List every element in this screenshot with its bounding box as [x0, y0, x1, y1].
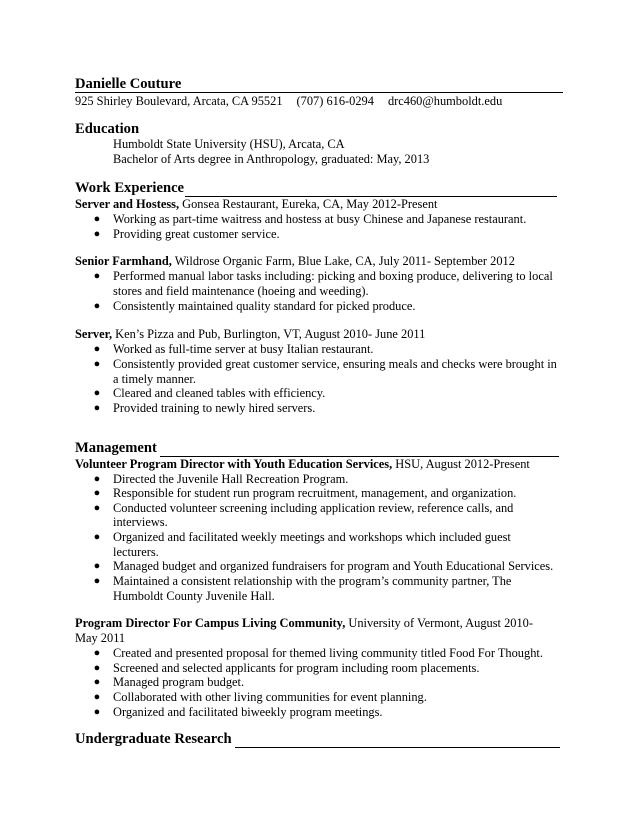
- job-1-detail: Gonsea Restaurant, Eureka, CA, May 2012-Present: [179, 197, 438, 211]
- mgmt-2-bullet-3: Managed program budget.: [113, 675, 245, 689]
- bullet-icon: ●: [93, 300, 101, 312]
- education-heading-text: Education: [75, 121, 140, 137]
- education-heading: [75, 121, 563, 138]
- mgmt-2-bullet-4: Collaborated with other living communities for event planning.: [113, 690, 427, 704]
- job-3-bullet-3: Cleared and cleaned tables with efficiency.: [113, 386, 326, 400]
- education-degree: Bachelor of Arts degree in Anthropology, graduated: May, 2013: [113, 152, 430, 166]
- job-1-bullet-1: Working as part-time waitress and hostess at busy Chinese and Japanese restaurant.: [113, 212, 527, 226]
- job-2-bullet-2: Consistently maintained quality standard for picked produce.: [113, 299, 416, 313]
- job-3-bullet-1: Worked as full-time server at busy Italian restaurant.: [113, 342, 374, 356]
- mgmt-2-bullet-5: Organized and facilitated biweekly program meetings.: [113, 705, 383, 719]
- job-1-bullet-2: Providing great customer service.: [113, 227, 280, 241]
- mgmt-1-bullet-4: Organized and facilitated weekly meetings and workshops which included guest: [113, 530, 511, 544]
- job-2-detail: Wildrose Organic Farm, Blue Lake, CA, July 2011- September 2012: [171, 254, 515, 268]
- mgmt-1-bullet-2: Responsible for student run program recruitment, management, and organization.: [113, 486, 517, 500]
- bullet-icon: ●: [93, 473, 101, 485]
- work-heading-text: Work Experience: [75, 180, 185, 196]
- bullet-icon: ●: [93, 560, 101, 572]
- education-school: Humboldt State University (HSU), Arcata, CA: [113, 137, 345, 151]
- mgmt-2-header-cont: May 2011: [75, 631, 126, 645]
- mgmt-1-role: Volunteer Program Director with Youth Education Services,: [75, 457, 393, 471]
- bullet-icon: ●: [93, 662, 101, 674]
- bullet-icon: ●: [93, 270, 101, 282]
- management-heading: [75, 440, 563, 457]
- job-3-detail: Ken’s Pizza and Pub, Burlington, VT, August 2010- June 2011: [112, 327, 426, 341]
- bullet-icon: ●: [93, 647, 101, 659]
- bullet-icon: ●: [93, 691, 101, 703]
- job-2-bullet-1: Performed manual labor tasks including: picking and boxing produce, delivering to local: [113, 269, 553, 283]
- mgmt-2-bullet-2: Screened and selected applicants for program including room placements.: [113, 661, 480, 675]
- bullet-icon: ●: [93, 387, 101, 399]
- job-1-header: [75, 197, 437, 212]
- mgmt-1-header: [75, 457, 530, 472]
- job-3-bullet-2: Consistently provided great customer service, ensuring meals and checks were brought in: [113, 357, 557, 371]
- job-3-bullet-4: Provided training to newly hired servers.: [113, 401, 316, 415]
- mgmt-1-bullet-6: Maintained a consistent relationship with the program’s community partner, The: [113, 574, 512, 588]
- bullet-icon: ●: [93, 502, 101, 514]
- mgmt-1-bullet-1: Directed the Juvenile Hall Recreation Program.: [113, 472, 349, 486]
- mgmt-2-detail: University of Vermont, August 2010-: [345, 616, 533, 630]
- management-heading-text: Management: [75, 440, 157, 456]
- bullet-icon: ●: [93, 402, 101, 414]
- bullet-icon: ●: [93, 213, 101, 225]
- job-3-bullet-2-cont: a timely manner.: [113, 372, 196, 386]
- bullet-icon: ●: [93, 575, 101, 587]
- job-3-header: [75, 327, 425, 342]
- contact-line: [75, 94, 502, 109]
- bullet-icon: ●: [93, 228, 101, 240]
- bullet-icon: ●: [93, 343, 101, 355]
- mgmt-1-bullet-6-cont: Humboldt County Juvenile Hall.: [113, 589, 275, 603]
- mgmt-2-role: Program Director For Campus Living Community,: [75, 616, 346, 630]
- job-2-role: Senior Farmhand,: [75, 254, 172, 268]
- phone: (707) 616-0294: [296, 94, 374, 108]
- mgmt-2-bullet-1: Created and presented proposal for themed living community titled Food For Thought.: [113, 646, 543, 660]
- mgmt-1-detail: HSU, August 2012-Present: [392, 457, 530, 471]
- bullet-icon: ●: [93, 531, 101, 543]
- job-2-header: [75, 254, 515, 269]
- work-heading: [75, 180, 563, 197]
- candidate-name: [75, 76, 563, 93]
- name-rule: [75, 92, 563, 93]
- mgmt-1-bullet-5: Managed budget and organized fundraisers for program and Youth Educational Services.: [113, 559, 554, 573]
- address: 925 Shirley Boulevard, Arcata, CA 95521: [75, 94, 283, 108]
- mgmt-1-bullet-3: Conducted volunteer screening including application review, reference calls, and: [113, 501, 514, 515]
- research-heading-text: Undergraduate Research: [75, 731, 232, 747]
- bullet-icon: ●: [93, 358, 101, 370]
- job-2-bullet-1-cont: stores and field maintenance (hoeing and weeding).: [113, 284, 369, 298]
- email: drc460@humboldt.edu: [387, 94, 503, 108]
- mgmt-1-bullet-4-cont: lecturers.: [113, 545, 159, 559]
- research-rule: [235, 747, 560, 748]
- research-heading: [75, 731, 563, 748]
- bullet-icon: ●: [93, 706, 101, 718]
- candidate-name-text: Danielle Couture: [75, 76, 182, 92]
- job-3-role: Server,: [75, 327, 113, 341]
- bullet-icon: ●: [93, 676, 101, 688]
- job-1-role: Server and Hostess,: [75, 197, 180, 211]
- mgmt-2-header: [75, 616, 533, 631]
- bullet-icon: ●: [93, 487, 101, 499]
- mgmt-1-bullet-3-cont: interviews.: [113, 515, 168, 529]
